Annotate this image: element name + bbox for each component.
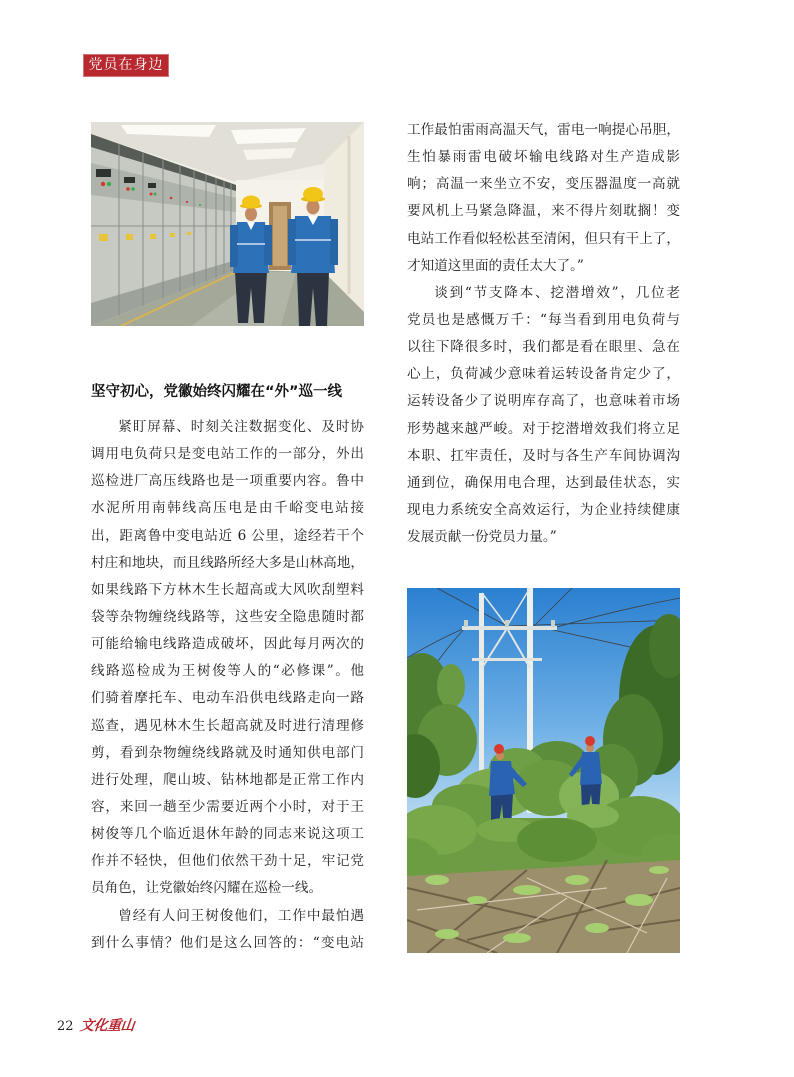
text-line: 形势越来越严峻。对于挖潜增效我们将立足: [407, 420, 680, 437]
text-line: 线路巡检成为王树俊等人的“必修课”。他: [91, 663, 364, 680]
text-line: 作并不轻快，但他们依然干劲十足，牢记党: [91, 853, 364, 870]
text-line: 们骑着摩托车、电动车沿供电线路走向一路: [91, 690, 364, 707]
text-line: 调用电负荷只是变电站工作的一部分，外出: [91, 446, 364, 463]
text-line: 树俊等几个临近退休年龄的同志来说这项工: [91, 826, 364, 843]
switchgear-room-photo: [91, 122, 364, 326]
text-line: 通到位，确保用电合理，达到最佳状态，实: [407, 474, 680, 491]
magazine-logo: 文化重山: [79, 1018, 135, 1034]
paragraph: [407, 117, 680, 280]
text-line: 现电力系统安全高效运行，为企业持续健康: [407, 501, 680, 518]
text-line: 出，距离鲁中变电站近 6 公里，途经若干个: [91, 527, 364, 544]
text-line: 巡检进厂高压线路也是一项重要内容。鲁中: [91, 473, 364, 490]
paragraph: [91, 414, 364, 903]
text-line: 进行处理，爬山坡、钻林地都是正常工作内: [91, 771, 364, 788]
article-heading: 坚守初心，党徽始终闪耀在“外”巡一线: [91, 384, 343, 400]
text-line: 以往下降很多时，我们都是看在眼里、急在: [407, 339, 680, 356]
text-line: 发展贡献一份党员力量。”: [407, 529, 557, 546]
text-line: 要风机上马紧急降温，来不得片刻耽搁！变: [407, 203, 680, 220]
text-line: 巡查，遇见林木生长超高就及时进行清理修: [91, 717, 364, 734]
cut-branches: [407, 860, 680, 953]
line-patrol-illustration: [407, 588, 680, 953]
line-patrol-photo: [407, 588, 680, 953]
text-line: 工作最怕雷雨高温天气，雷电一响提心吊胆，: [407, 122, 680, 138]
text-line: 谈到“节支降本、挖潜增效”，几位老: [434, 284, 680, 301]
text-line: 如果线路下方林木生长超高或大风吹刮塑料: [91, 581, 364, 598]
text-line: 曾经有人问王树俊他们，工作中最怕遇: [118, 907, 364, 924]
text-line: 村庄和地块，而且线路所经大多是山林高地，: [91, 554, 364, 571]
text-line: 响；高温一来坐立不安，变压器温度一高就: [407, 176, 680, 193]
text-line: 紧盯屏幕、时刻关注数据变化、及时协: [118, 419, 364, 435]
text-line: 容，来回一趟至少需要近两个小时，对于王: [91, 798, 364, 815]
text-line: 才知道这里面的责任太大了。”: [407, 257, 584, 274]
text-line: 心上，负荷减少意味着运转设备肯定少了，: [407, 366, 680, 383]
text-line: 本职、扛牢责任，及时与各生产车间协调沟: [407, 447, 680, 464]
text-line: 生怕暴雨雷电破坏输电线路对生产造成影: [407, 149, 680, 166]
paragraph: [407, 280, 680, 551]
text-line: 剪，看到杂物缠绕线路就及时通知供电部门: [91, 744, 364, 761]
switchgear-room-illustration: [91, 122, 364, 326]
text-line: 可能给输电线路造成破坏，因此每月两次的: [91, 636, 364, 653]
section-label: 党员在身边: [83, 54, 169, 77]
right-text-column: [407, 117, 680, 551]
left-text-column: [91, 414, 364, 957]
text-line: 员角色，让党徽始终闪耀在巡检一线。: [91, 880, 323, 897]
text-line: 电站工作看似轻松甚至清闲，但只有干上了，: [407, 230, 680, 247]
page-number: 22: [57, 1019, 74, 1034]
text-line: 到什么事情？他们是这么回答的：“变电站: [91, 934, 364, 951]
text-line: 水泥所用南韩线高压电是由千峪变电站接: [91, 500, 364, 517]
text-line: 党员也是感慨万千：“每当看到用电负荷与: [407, 311, 680, 328]
paragraph: [91, 903, 364, 957]
text-line: 运转设备少了说明库存高了，也意味着市场: [407, 393, 680, 410]
text-line: 袋等杂物缠绕线路等，这些安全隐患随时都: [91, 608, 364, 625]
